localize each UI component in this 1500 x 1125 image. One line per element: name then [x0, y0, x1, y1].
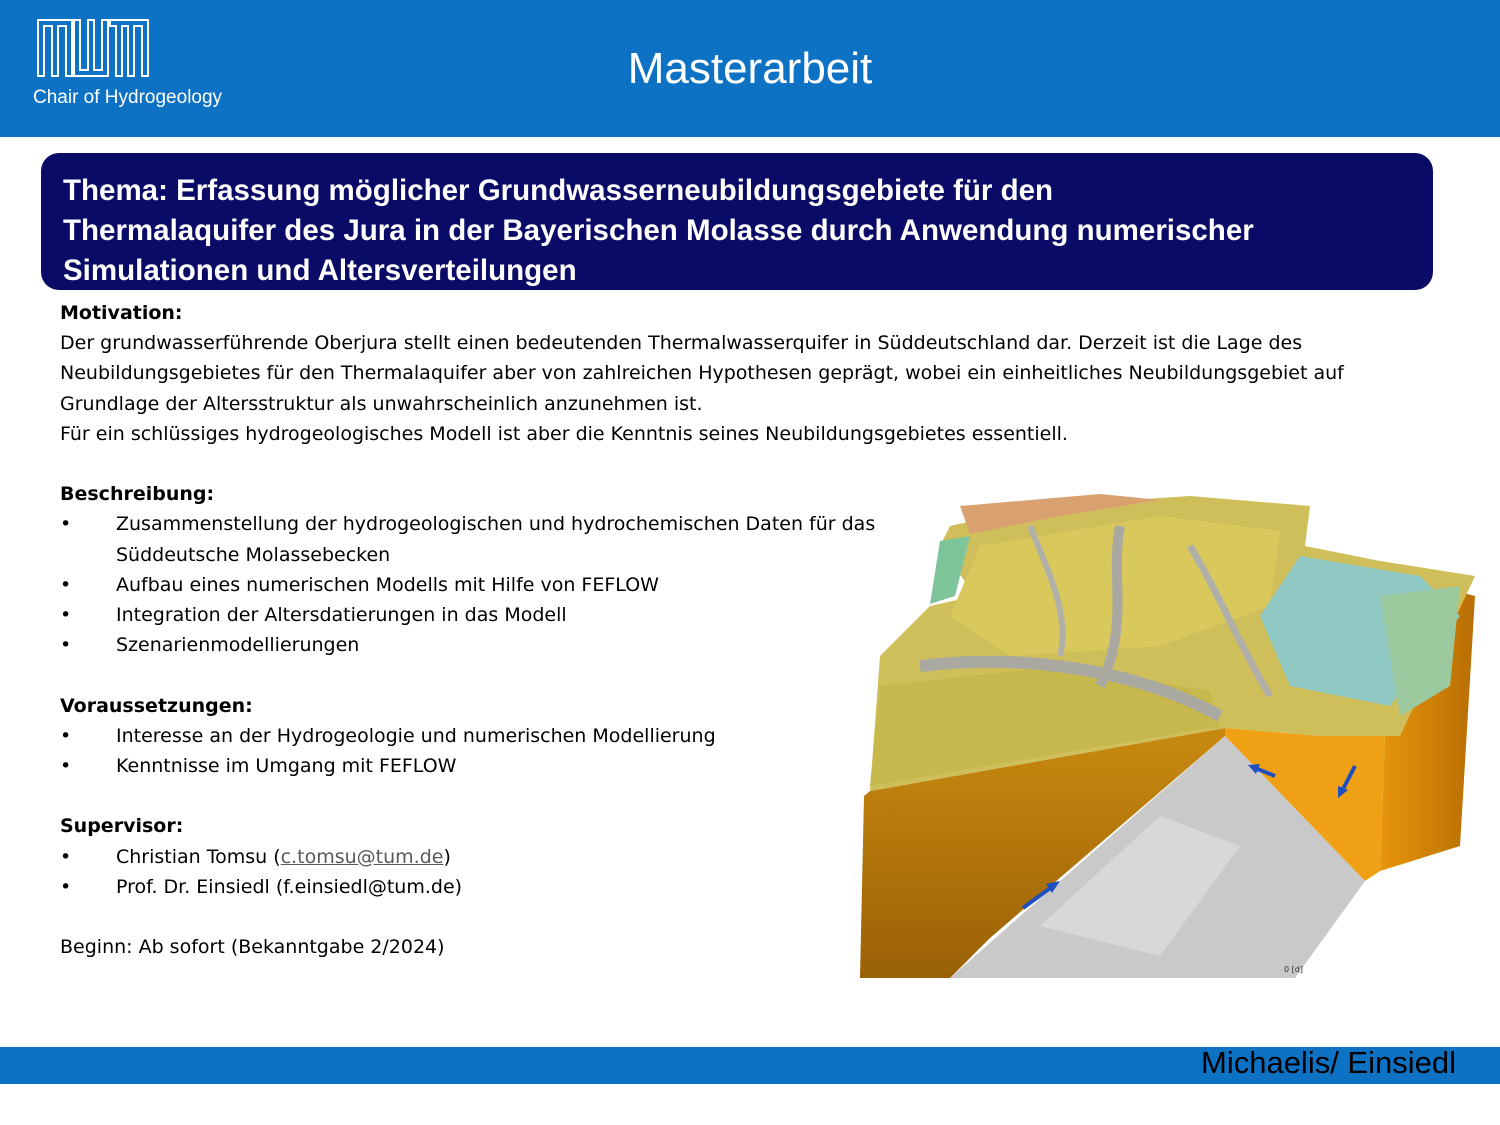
supervisor-close-paren: ): [443, 845, 451, 868]
authors: Michaelis/ Einsiedl: [1201, 1045, 1456, 1080]
requirement-item: • Kenntnisse im Umgang mit FEFLOW: [60, 751, 1420, 781]
description-item: • Szenarienmodellierungen: [60, 630, 1420, 660]
start-date: Beginn: Ab sofort (Bekanntgabe 2/2024): [60, 936, 445, 959]
motivation-text: Der grundwasserführende Oberjura stellt einen bedeutenden Thermalwasserquifer in Süddeutschland dar. Derzeit ist die Lage des Neubildungsgebietes für den Thermalaquifer aber von zahlreichen Hypothesen geprägt, wobei ein einheitliches Neubildungsgebiet auf Grundlage der Altersstruktur als unwahrscheinlich anzunehmen ist.: [60, 332, 1344, 415]
topic-line-2: Thermalaquifer des Jura in der Bayerischen Molasse durch Anwendung numerischer: [63, 214, 1254, 247]
motivation-heading: Motivation:: [60, 302, 183, 324]
motivation-text-2: Für ein schlüssiges hydrogeologisches Modell ist aber die Kenntnis seines Neubildungsgebietes essentiell.: [60, 422, 1068, 445]
topic-box: [41, 153, 1433, 290]
header-bar: [0, 0, 1500, 137]
figure-scale-label: 0 [d]: [1284, 965, 1303, 974]
description-item: • Zusammenstellung der hydrogeologischen und hydrochemischen Daten für das Süddeutsche Molassebecken: [60, 509, 896, 569]
supervisor-item: • Prof. Dr. Einsiedl (f.einsiedl@tum.de): [60, 872, 1420, 902]
supervisor-heading: Supervisor:: [60, 815, 184, 838]
topic-line-3: Simulationen und Altersverteilungen: [63, 254, 577, 287]
requirement-item: • Interesse an der Hydrogeologie und numerischen Modellierung: [60, 721, 1420, 751]
supervisor-name: Christian Tomsu (: [116, 845, 281, 868]
geological-model-figure: [860, 486, 1480, 978]
description-item: • Integration der Altersdatierungen in das Modell: [60, 600, 1420, 630]
supervisor-email-link[interactable]: c.tomsu@tum.de: [280, 845, 444, 868]
description-item: • Aufbau eines numerischen Modells mit Hilfe von FEFLOW: [60, 570, 1420, 600]
requirements-heading: Voraussetzungen:: [60, 694, 253, 717]
description-heading: Beschreibung:: [60, 483, 215, 506]
page-title: Masterarbeit: [627, 44, 873, 93]
chair-name: Chair of Hydrogeology: [33, 87, 223, 108]
topic-line-1: Thema: Erfassung möglicher Grundwasserneubildungsgebiete für den: [63, 174, 1054, 207]
